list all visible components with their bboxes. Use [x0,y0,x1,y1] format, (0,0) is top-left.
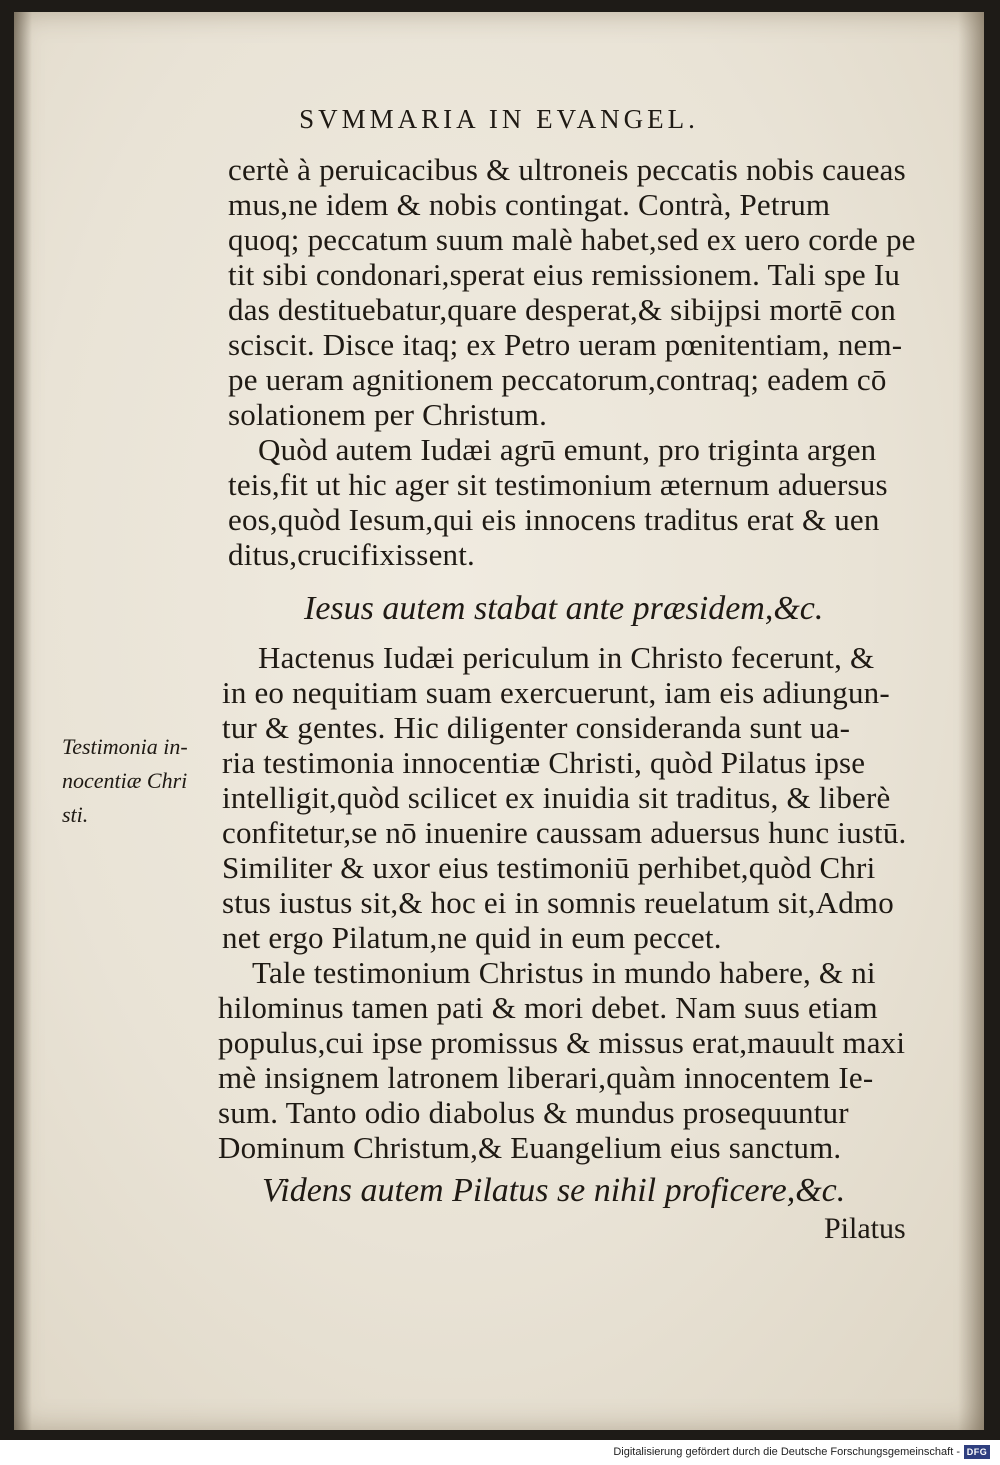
running-head: SVMMARIA IN EVANGEL. [299,104,699,134]
text-line: hilominus tamen pati & mori debet. Nam suus etiam [218,990,878,1025]
text-line: eos,quòd Iesum,qui eis innocens traditus erat & uen [228,502,880,537]
text-line: pe ueram agnitionem peccatorum,contraq; eadem cō [228,362,887,397]
marginal-note-line: sti. [62,802,89,827]
text-line: certè à peruicacibus & ultroneis peccatis nobis caueas [228,152,906,187]
section-heading: Iesus autem stabat ante præsidem,&c. [304,590,824,627]
text-line: Dominum Christum,& Euangelium eius sanctum. [218,1130,842,1165]
dfg-logo: DFG [964,1445,990,1459]
text-line: intelligit,quòd scilicet ex inuidia sit traditus, & liberè [222,780,891,815]
page-edge-shadow [958,12,984,1430]
text-line: tit sibi condonari,sperat eius remissionem. Tali spe Iu [228,257,901,292]
marginal-note-line: nocentiæ Chri [62,768,188,793]
text-line: Tale testimonium Christus in mundo habere, & ni [252,955,876,990]
text-line: Quòd autem Iudæi agrū emunt, pro triginta argen [258,432,877,467]
text-line: quoq; peccatum suum malè habet,sed ex uero corde pe [228,222,916,257]
text-line: in eo nequitiam suam exercuerunt, iam eis adiungun- [222,675,890,710]
text-line: ria testimonia innocentiæ Christi, quòd Pilatus ipse [222,745,866,780]
text-line: teis,fit ut hic ager sit testimonium æternum aduersus [228,467,888,502]
text-line: populus,cui ipse promissus & missus erat,mauult maxi [218,1025,906,1060]
book-page [14,12,984,1430]
text-line: das destituebatur,quare desperat,& sibijpsi mortē con [228,292,896,327]
funding-credit: Digitalisierung gefördert durch die Deutsche Forschungsgemeinschaft - [613,1446,960,1458]
catchword: Pilatus [824,1212,906,1245]
section-heading: Videns autem Pilatus se nihil proficere,&c. [262,1172,846,1209]
text-line: mè insignem latronem liberari,quàm innocentem Ie- [218,1060,874,1095]
text-line: net ergo Pilatum,ne quid in eum peccet. [222,920,722,955]
marginal-note-line: Testimonia in- [62,734,188,759]
text-line: Similiter & uxor eius testimoniū perhibet,quòd Chri [222,850,876,885]
text-line: solationem per Christum. [228,397,548,432]
footer-bar [0,1440,1000,1465]
gutter-shadow [14,12,32,1430]
text-line: sciscit. Disce itaq; ex Petro ueram pœnitentiam, nem- [228,327,903,362]
text-line: Hactenus Iudæi periculum in Christo fecerunt, & [258,640,875,675]
text-line: tur & gentes. Hic diligenter consideranda sunt ua- [222,710,851,745]
marginal-note [62,730,188,832]
text-line: mus,ne idem & nobis contingat. Contrà, Petrum [228,187,831,222]
text-line: confitetur,se nō inuenire caussam aduersus hunc iustū. [222,815,907,850]
text-line: sum. Tanto odio diabolus & mundus prosequuntur [218,1095,849,1130]
text-line: stus iustus sit,& hoc ei in somnis reuelatum sit,Admo [222,885,894,920]
text-line: ditus,crucifixissent. [228,537,475,572]
